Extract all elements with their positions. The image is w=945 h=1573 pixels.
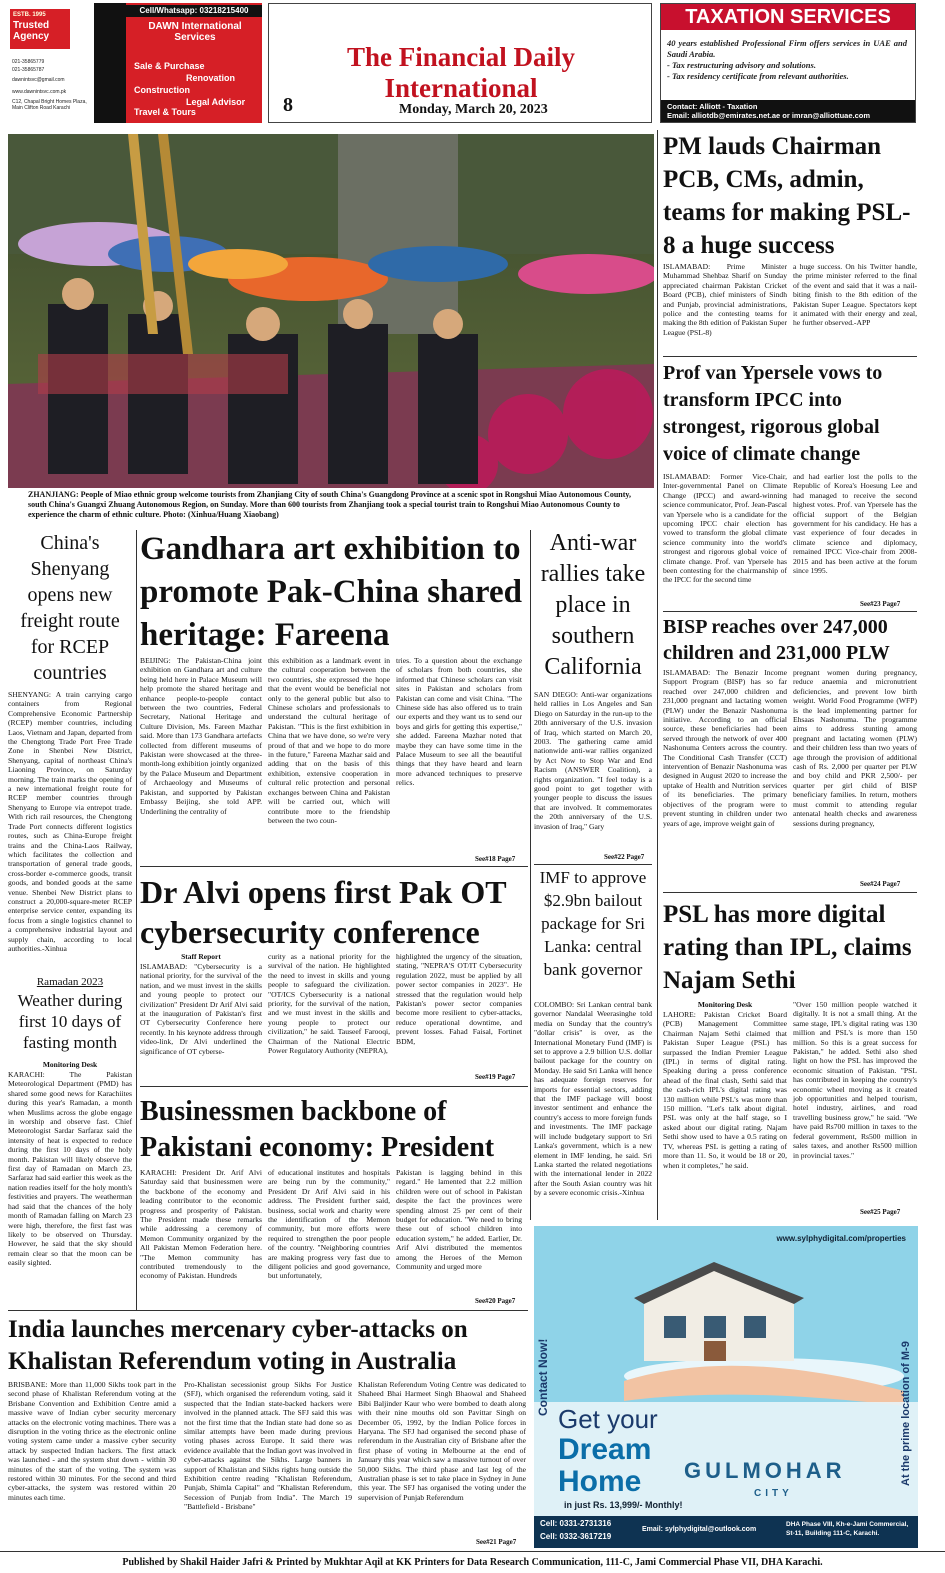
ad-contact-5: C12, Chapal Bright Homes Plaza, Main Clifton Road Karachi [12, 99, 87, 111]
business-body-col2: of educational institutes and hospitals are being run by the community," President Dr Arif Alvi said in his address. The President further said, business, social work and charity were the identification of the Memon community, but more efforts were required to strengthen the poor people of the country. "Neighboring countries are making progress very fast due to diligent policies and good governance, but unfortunately, [268, 1168, 390, 1281]
alvi-ot-continued[interactable]: See#19 Page7 [475, 1073, 516, 1081]
ad-contact-4: www.dawnintsvc.com.pk [12, 89, 67, 95]
column-rule [530, 530, 531, 1220]
divider [534, 864, 652, 865]
ad-price: in just Rs. 13,999/- Monthly! [564, 1500, 683, 1510]
miao-ethnic-group-photo [8, 134, 654, 488]
dawn-international-ad[interactable] [6, 3, 262, 123]
pm-body-col1: ISLAMABAD: Prime Minister Muhammad Shehbaz Sharif on Sunday appreciated chairman Pakistan Cricket Board (PCB), chief ministers of Sindh and Punjab, provincial administrations, police and the contesting teams for making the 8th edition of Pakistan Super League (PSL-8) [663, 262, 788, 337]
ad-company-name: DAWN International Services [148, 21, 242, 43]
alvi-ot-byline: Staff Report [181, 952, 221, 961]
business-headline: Businessmen backbone of Pakistani economy: President [140, 1096, 495, 1163]
masthead [268, 3, 652, 123]
bisp-headline: BISP reaches over 247,000 children and 231,000 PLW [663, 616, 890, 664]
ad-contact-1: 021-35865779 [12, 59, 45, 65]
bisp-continued[interactable]: See#24 Page7 [860, 880, 901, 888]
photo-illustration [8, 134, 654, 488]
gandhara-body-col2: this exhibition as a landmark event in the cultural cooperation between the two countries, she expressed the hope that the event would be beneficial not only to the general public but also to Chinese scholars and professionals to understand the cultural heritage of Pakistan. "This is the first exhibition in China that we have done, so we're very proud of that and we hope to do more in the future," Fareena Mazhar said and adding that on the basis of this exhibition, extensive cooperation in cultural relic protection and personal exchanges between China and Pakistan will be carried out, which will contribute more to the friendship between the two coun- [268, 656, 390, 825]
ad-service-2: Renovation [186, 73, 236, 83]
weather-byline: Monitoring Desk [42, 1060, 98, 1069]
ipcc-continued[interactable]: See#23 Page7 [860, 600, 901, 608]
photo-caption: ZHANJIANG: People of Miao ethnic group welcome tourists from Zhanjiang City of south China's Guangdong Province at a scenic spot in Rongshui Miao Autonomous County, south China's Guangxi Zhuang Autonomous Region, on Sunday. More than 600 tourists from Zhanjiang took a special tourist train to Rongshui Miao Autonomous County to experience the charm of ethnic culture. Photo: (Xinhua/Huang Xiaobang) [28, 490, 631, 519]
alvi-ot-body-col3: highlighted the urgency of the situation, stating, "NEPRA'S OT/IT Cybersecurity regulation 2022, must be applied by all power sector companies in 2023". He stressed that the regulation would help Pakistan's power sector companies become more resilient to cyber-attacks, reduce operational downtime, and prevent losses. Fahad Faisal, Fortinet BDM, [396, 952, 522, 1046]
alvi-ot-headline: Dr Alvi opens first Pak OT cybersecurity conference [140, 874, 506, 950]
psl-headline: PSL has more digital rating than IPL, claims Najam Sethi [663, 901, 912, 994]
tax-ad-contact [661, 100, 915, 122]
tax-ad-line-3: - Tax residency certificate from relevant authorities. [667, 71, 849, 81]
ad-location-label: At the prime location of M-9 [900, 1341, 912, 1486]
footer-rule [0, 1551, 945, 1552]
tax-ad-line-2: - Tax restructuring advisory and solutions. [667, 60, 816, 70]
antiwar-continued[interactable]: See#22 Page7 [604, 853, 645, 861]
ipcc-body-col1: ISLAMABAD: Former Vice-Chair, Inter-governmental Panel on Climate Change (IPCC) and award-winning science communicator, Prof. Jean-Pascal van Ypersele who is a candidate for the upcoming IPCC chair election has vowed to transform the global climate science community into the world's strongest and rigorous global voice of climate change. Prof. van Ypersele has been contesting for the chairmanship of the IPCC for the second time [663, 472, 787, 585]
weather-body: KARACHI: The Pakistan Meteorological Department (PMD) has shared some good news for Karachiites during this year's Ramadan, a month when Muslims across the globe engage in worship and observe fast. Chief Meteorologist Sardar Sarfaraz said the intensity of heat is expected to reduce during the first 10 days of the holy month. Pakistan will likely observe the first day of Ramadan on March 23, Sarfaraz had said earlier this week as the nation readies itself for the holy month's festivities and prayers. The weatherman had said that the chances of the holy month of Ramadan falling on March 23 were high, therefore, the first fast was likely to be observed on Thursday. However, he said that the sky should remain clear so that the moon can be easily sighted. [8, 1070, 132, 1268]
gulmohar-city-ad[interactable] [534, 1226, 918, 1548]
divider [140, 1086, 528, 1087]
weather-headline: Weather during first 10 days of fasting month [17, 991, 123, 1052]
business-body-col1: KARACHI: President Dr. Arif Alvi Saturday said that businessmen were the backbone of the economy and leading contributor to the economic progress and prosperity of Pakistan. The President made these remarks while addressing a ceremony of Memon Community organized by the All Pakistan Memon Federation here. "The Memon community has contributed tremendously to the economy of Pakistan. Hundreds [140, 1168, 262, 1281]
alvi-ot-body-col1: ISLAMABAD: "Cybersecurity is a national priority, for the survival of the nation, and we must invest in the skills and young people to protect our civilization" President Dr Arif Alvi said at the inauguration of Pakistan's first OT Cybersecurity Conference here recently. In his keynote address through video-link, Dr Alvi underlined the significance of OT cyberse- [140, 962, 262, 1056]
gandhara-headline: Gandhara art exhibition to promote Pak-China shared heritage: Fareena [140, 531, 522, 653]
imprint-line: Published by Shakil Haider Jafri & Printed by Mukhtar Aqil at KK Printers for Data Research Communication, 111-C, Jami Commercial Phase VII, DHA Karachi. [122, 1557, 823, 1568]
pm-body-col2: a huge success. On his Twitter handle, the prime minister referred to the final of the event and said that it was a nail-biting finish to the 8th edition of the Pakistan Super League. Spectators kept it animated with their energy and zeal, he further observed.-APP [793, 262, 917, 328]
psl-continued[interactable]: See#25 Page7 [860, 1208, 901, 1216]
india-body-col3: Khalistan Referendum Voting Centre was dedicated to Shaheed Bhai Harmeet Singh Bhaowal and Shaheed Bibi Baljinder Kaur who were bombed to death along with their nine mouths old son Pavittar Singh on December 05, 1992, by the Indian Police forces in Haryana. The SFJ had organised the second phase of referendum in the Australian city of Brisbane after the first phase of voting in Melbourne at the end of January this year which saw a massive turnout of over 50,000 Sikhs. The third phase and last leg of the Australian phase is set to take place in Sydney in June this year. The SFJ has organised the voting under the supervision of Punjab Referendum [358, 1380, 526, 1502]
newspaper-title: The Financial Daily International [346, 42, 576, 103]
tax-ad-title: TAXATION SERVICES [661, 4, 915, 30]
tax-ad-body [667, 38, 907, 82]
ipcc-body-col2: and had earlier lost the polls to the Republic of Korea's Hoesung Lee and had managed to receive the second highest votes. Prof. van Ypersele has the official support of the Belgian government for his candidacy. He has a vast experience of four decades in climate science and diplomacy, remained IPCC Vice-chair from 2008-2015 and has been active at the forum since 1995. [793, 472, 917, 576]
est-label: ESTB. 1995 [13, 12, 46, 18]
india-headline: India launches mercenary cyber-attacks on Khalistan Referendum voting in Australia [8, 1316, 468, 1375]
ad-brand: GULMOHAR [684, 1458, 846, 1483]
bisp-body-col2: pregnant women during pregnancy, reduce anaemia and micronutrient deficiencies, and prevent low birth weight. World Food Programme (WFP) is the lead implementing partner for Ehsaas Nashonuma. The programme aims to address stunting among pregnant and lactating women (PLW) and their children less than two years of age through the provision of additional cash of Rs. 2,000 per quarter per PLW and boy child and PKR 2,500/- per quarter per girl child of BISP beneficiary families. In return, mothers must commit to attending regular antenatal health checks and awareness sessions during pregnancy, [793, 668, 917, 828]
psl-body-col2: "Over 150 million people watched it digitally. It is not a small thing. At the same stage, IPL's digital rating was 130 million and PSL's is more than 150 million. So this is a great success for Pakistan," he added. Sethi also shed light on how the PSL has improved the economic situation of Pakistan. "PSL has contributed in keeping the country's economic wheel moving as it created job opportunities and helped tourism, hotel industry, airlines, and road travelling business grow," he said. "We have paid Rs700 million in taxes to the federal government, Rs500 million in sales taxes, and another Rs500 million in provincial taxes." [793, 1000, 917, 1160]
ad-dream: Dream [558, 1433, 652, 1466]
page-number: 8 [283, 94, 293, 116]
gandhara-continued[interactable]: See#18 Page7 [475, 855, 516, 863]
tax-ad-email: Email: alliotdb@emirates.net.ae or imran@alliottuae.com [667, 111, 871, 120]
tax-ad-contact-name: Contact: Alliott - Taxation [667, 102, 758, 111]
divider [663, 611, 917, 612]
divider [663, 892, 917, 893]
antiwar-body: SAN DIEGO: Anti-war organizations held rallies in Los Angeles and San Diego on Saturday in the run-up to the 20th anniversary of the U.S. invasion of Iraq, which started on March 20, 2003. The gathering came amid nationwide anti-war rallies organized by Act Now to Stop War and End Racism (ANSWER Coalition), a rights organization. "I feel today is a good point to get together with younger people to discuss the issues that are involved. It commemorates the 20th anniversary of the U.S. invasion of Iraq," Gary [534, 690, 652, 831]
ad-cell-1[interactable]: Cell: 0331-2731316 [540, 1519, 612, 1528]
ad-home-word: Home [558, 1465, 642, 1498]
column-rule [136, 530, 137, 1310]
ad-contact-2: 021-35865787 [12, 67, 45, 73]
psl-body-col1: LAHORE: Pakistan Cricket Board (PCB) Management Committee Chairman Najam Sethi claimed that Pakistan Super League (PSL) has surpassed the Indian Premier League (IPL) in terms of digital rating. Speaking during a press conference ahead of the final clash, Sethi said that the cash-rich IPL's digital rating was 130 million while PSL's was more than 150 million. "Let's talk about digital. PSL was only at the half stage, so I asked about our digital rating. Najam Sethi show used to have a 0.5 rating on TV, whereas PSL is getting a rating of more than 11. So, it would be 18 or 20, when it completes," he said. [663, 1010, 787, 1170]
column-rule [657, 130, 658, 1220]
ad-address: DHA Phase VIII, Kh-e-Jami Commercial, St-11, Building 111-C, Karachi. [786, 1521, 909, 1537]
shenyang-body: SHENYANG: A train carrying cargo containers from Regional Comprehensive Economic Partnership (RCEP) member countries, including Laos, Vietnam and Japan, departed from the Chengtong Trade Port Free Trade Zone in Shenbei New District, Shenyang, capital of northeast China's Liaoning Province, on Saturday morning. The train marks the opening of a new international freight route for RCEP member countries through Shenyang to Europe via entrepot trade. With rich rail resources, the Chengtong Trade Port connects different logistics routes, such as China-Europe freight trains and the China-Laos Railway, which facilitates the collection and transportation of general trade goods, cross-border e-commerce goods, transit goods, and bonded goods at the same venue. Shenbei New District plans to construct a 20,000-square-meter RCEP enterprise service center, expanding its focus from a single logistics channel to a comprehensive industrial layout and supply chain, according to local authorities.-Xinhua [8, 690, 132, 953]
psl-byline: Monitoring Desk [697, 1000, 753, 1009]
ad-service-3: Construction [134, 85, 190, 95]
shenyang-headline: China's Shenyang opens new freight route for RCEP countries [20, 532, 120, 684]
issue-date: Monday, March 20, 2023 [399, 102, 548, 117]
tax-ad-line-1: 40 years established Professional Firm offers services in UAE and Saudi Arabia. [667, 38, 907, 59]
trusted-agency-logo [10, 9, 70, 49]
ad-cell-2[interactable]: Cell: 0332-3617219 [540, 1532, 612, 1541]
india-continued[interactable]: See#21 Page7 [476, 1538, 517, 1546]
divider [8, 1310, 528, 1311]
contact-now-label: Contact Now! [536, 1338, 550, 1416]
agency-label: Trusted Agency [13, 20, 50, 42]
weather-kicker: Ramadan 2023 [36, 976, 104, 988]
ad-contact-footer [534, 1516, 918, 1548]
business-continued[interactable]: See#20 Page7 [475, 1297, 516, 1305]
imf-headline: IMF to approve $2.9bn bailout package for Sri Lanka: central bank governor [539, 868, 647, 979]
ad-service-1: Sale & Purchase [134, 61, 205, 71]
india-body-col2: Pro-Khalistan secessionist group Sikhs For Justice (SFJ), which organised the referendum voting, said it suspected that the Indian state-backed hackers were involved in the planned attack. The SFJ said this was not the first time that the Indian state had done so as similar attempts have been made during previous voting phases across Europe. It said there was evidence available that the Indian govt was involved in cyber-attacks against the Sikhs. Large banners in support of Khalistan and Sikhs rights hung outside the Exhibition centre reading "Khalistan Referendum, Punjab, Shimla Capital" and "Khalistan Referendum, Secession of Punjab from India". The March 19 "Battlefield - Brisbane" [184, 1380, 352, 1512]
ad-url-link[interactable]: www.sylphydigital.com/properties [776, 1234, 906, 1243]
business-body-col3: Pakistan is lagging behind in this regard." He lamented that 2.2 million children were out of school in Pakistan despite the fact the provinces were spending almost 25 per cent of their budget for education. "We need to bring these out of school children into education system," he added. Earlier, Dr. Arif Alvi distributed the mementos among the Heroes of the Memon Community and urged more [396, 1168, 522, 1272]
ad-black-strip [94, 3, 126, 123]
imf-body: COLOMBO: Sri Lankan central bank governor Nandalal Weerasinghe told media on Sunday that the country's "dollar crisis" is over, as the International Monetary Fund (IMF) is set to approve a 2.9 billion U.S. dollar bailout package for the country on Monday. He said Sri Lanka will hence has adequate foreign reserves for imports for essential sectors, adding that the IMF package will boost investor sentiment and enhance the country's access to more foreign funds and investments. The IMF package will include budgetary support to Sri Lanka's government, which is a new element in IMF lending, he said. Sri Lanka started the related negotiations with the international lender in 2022 after the South Asian country was hit by a severe economic crisis.-Xinhua [534, 1000, 652, 1198]
ad-email[interactable]: Email: sylphydigital@outlook.com [642, 1526, 757, 1533]
taxation-services-ad[interactable] [660, 3, 916, 123]
alvi-ot-body-col2: curity as a national priority for the survival of the nation. He highlighted the need to invest in skills and young people to safeguard the civilization. "OT/ICS Cybersecurity is a national priority, for the survival of the nation, and we must invest in the skills and young people to protect our civilization," he said. Tauseef Farooqi, Chairman of the National Electric Power Regulatory Authority (NEPRA), [268, 952, 390, 1056]
ad-service-4: Legal Advisor [186, 97, 246, 107]
ad-contact-3: dawnintsvc@gmail.com [12, 77, 65, 83]
india-body-col1: BRISBANE: More than 11,000 Sikhs took part in the second phase of Khalistan Referendum voting at the Brisbane Convention and Exhibition Centre amid a massive wave of Indian cyber security mercenary attacks on the electronic voting machines. There was a disruption in the voting thrice as the electronic online voting system came under a massive cyber security attack by suspected Indian hackers. The first attack was launched - and the system shut down - within 30 minutes of the start of the voting. The system was restored within 30 minutes. For the second and third cyber-attacks, the system was restored within 20 minutes each time. [8, 1380, 176, 1502]
ad-phone: Cell/Whatsapp: 03218215400 [126, 5, 262, 17]
ad-service-5: Travel & Tours [134, 107, 196, 117]
antiwar-headline: Anti-war rallies take place in southern California [540, 530, 646, 680]
ad-city: CITY [754, 1488, 793, 1499]
gandhara-body-col3: tries. To a question about the exchange of scholars from both countries, she informed that Chinese scholars can visit sites in Pakistan and scholars from Pakistan can come and visit China. "The Chinese side has also offered us to train our experts and they want us to send our boys and girls for getting this expertise," she added. Fareena Mazhar noted that maybe they can have some time in the Palace Museum to see all the beautiful things that they have heard and learn more advanced techniques to preserve relics. [396, 656, 522, 788]
ipcc-headline: Prof van Ypersele vows to transform IPCC into strongest, rigorous global voice of climate change [663, 362, 883, 465]
ad-contact-column [6, 3, 94, 123]
pm-headline: PM lauds Chairman PCB, CMs, admin, teams for making PSL-8 a huge success [663, 133, 911, 259]
ad-get-your: Get your [558, 1404, 658, 1434]
divider [140, 866, 528, 867]
gandhara-body-col1: BEIJING: The Pakistan-China joint exhibition on Gandhara art and culture being held here in Palace Museum will help promote the shared heritage and enhance people-to-people contact between the two countries, Federal Secretary, National Heritage and Culture Division, Ms. Fareen Mazhar said. More than 173 Gandhara artefacts collected from different museums of Pakistan were showcased at the three-month-long exhibition jointly organized by the Palace Museum and Department of Archaeology and Museums of Pakistan, and supported by Pakistan Embassy Beijing, she told APP. Underlining the centrality of [140, 656, 262, 816]
divider [663, 356, 917, 357]
bisp-body-col1: ISLAMABAD: The Benazir Income Support Program (BISP) has so far reached over 247,000 children and 231,000 pregnant and lactating women (PLW) under the Benazir Nashonuma initiative. According to an official source, these beneficiaries had been served through the network of over 400 Nashonuma Centers across the country. The Conditional Cash Transfer (CCT) intervention of Benazir Nashonuma was designed in August 2020 to increase the uptake of Health and Nutrition services of its beneficiaries. The primary objectives of the program were to prevent stunting in children under two years of age, improve weight gain of [663, 668, 787, 828]
